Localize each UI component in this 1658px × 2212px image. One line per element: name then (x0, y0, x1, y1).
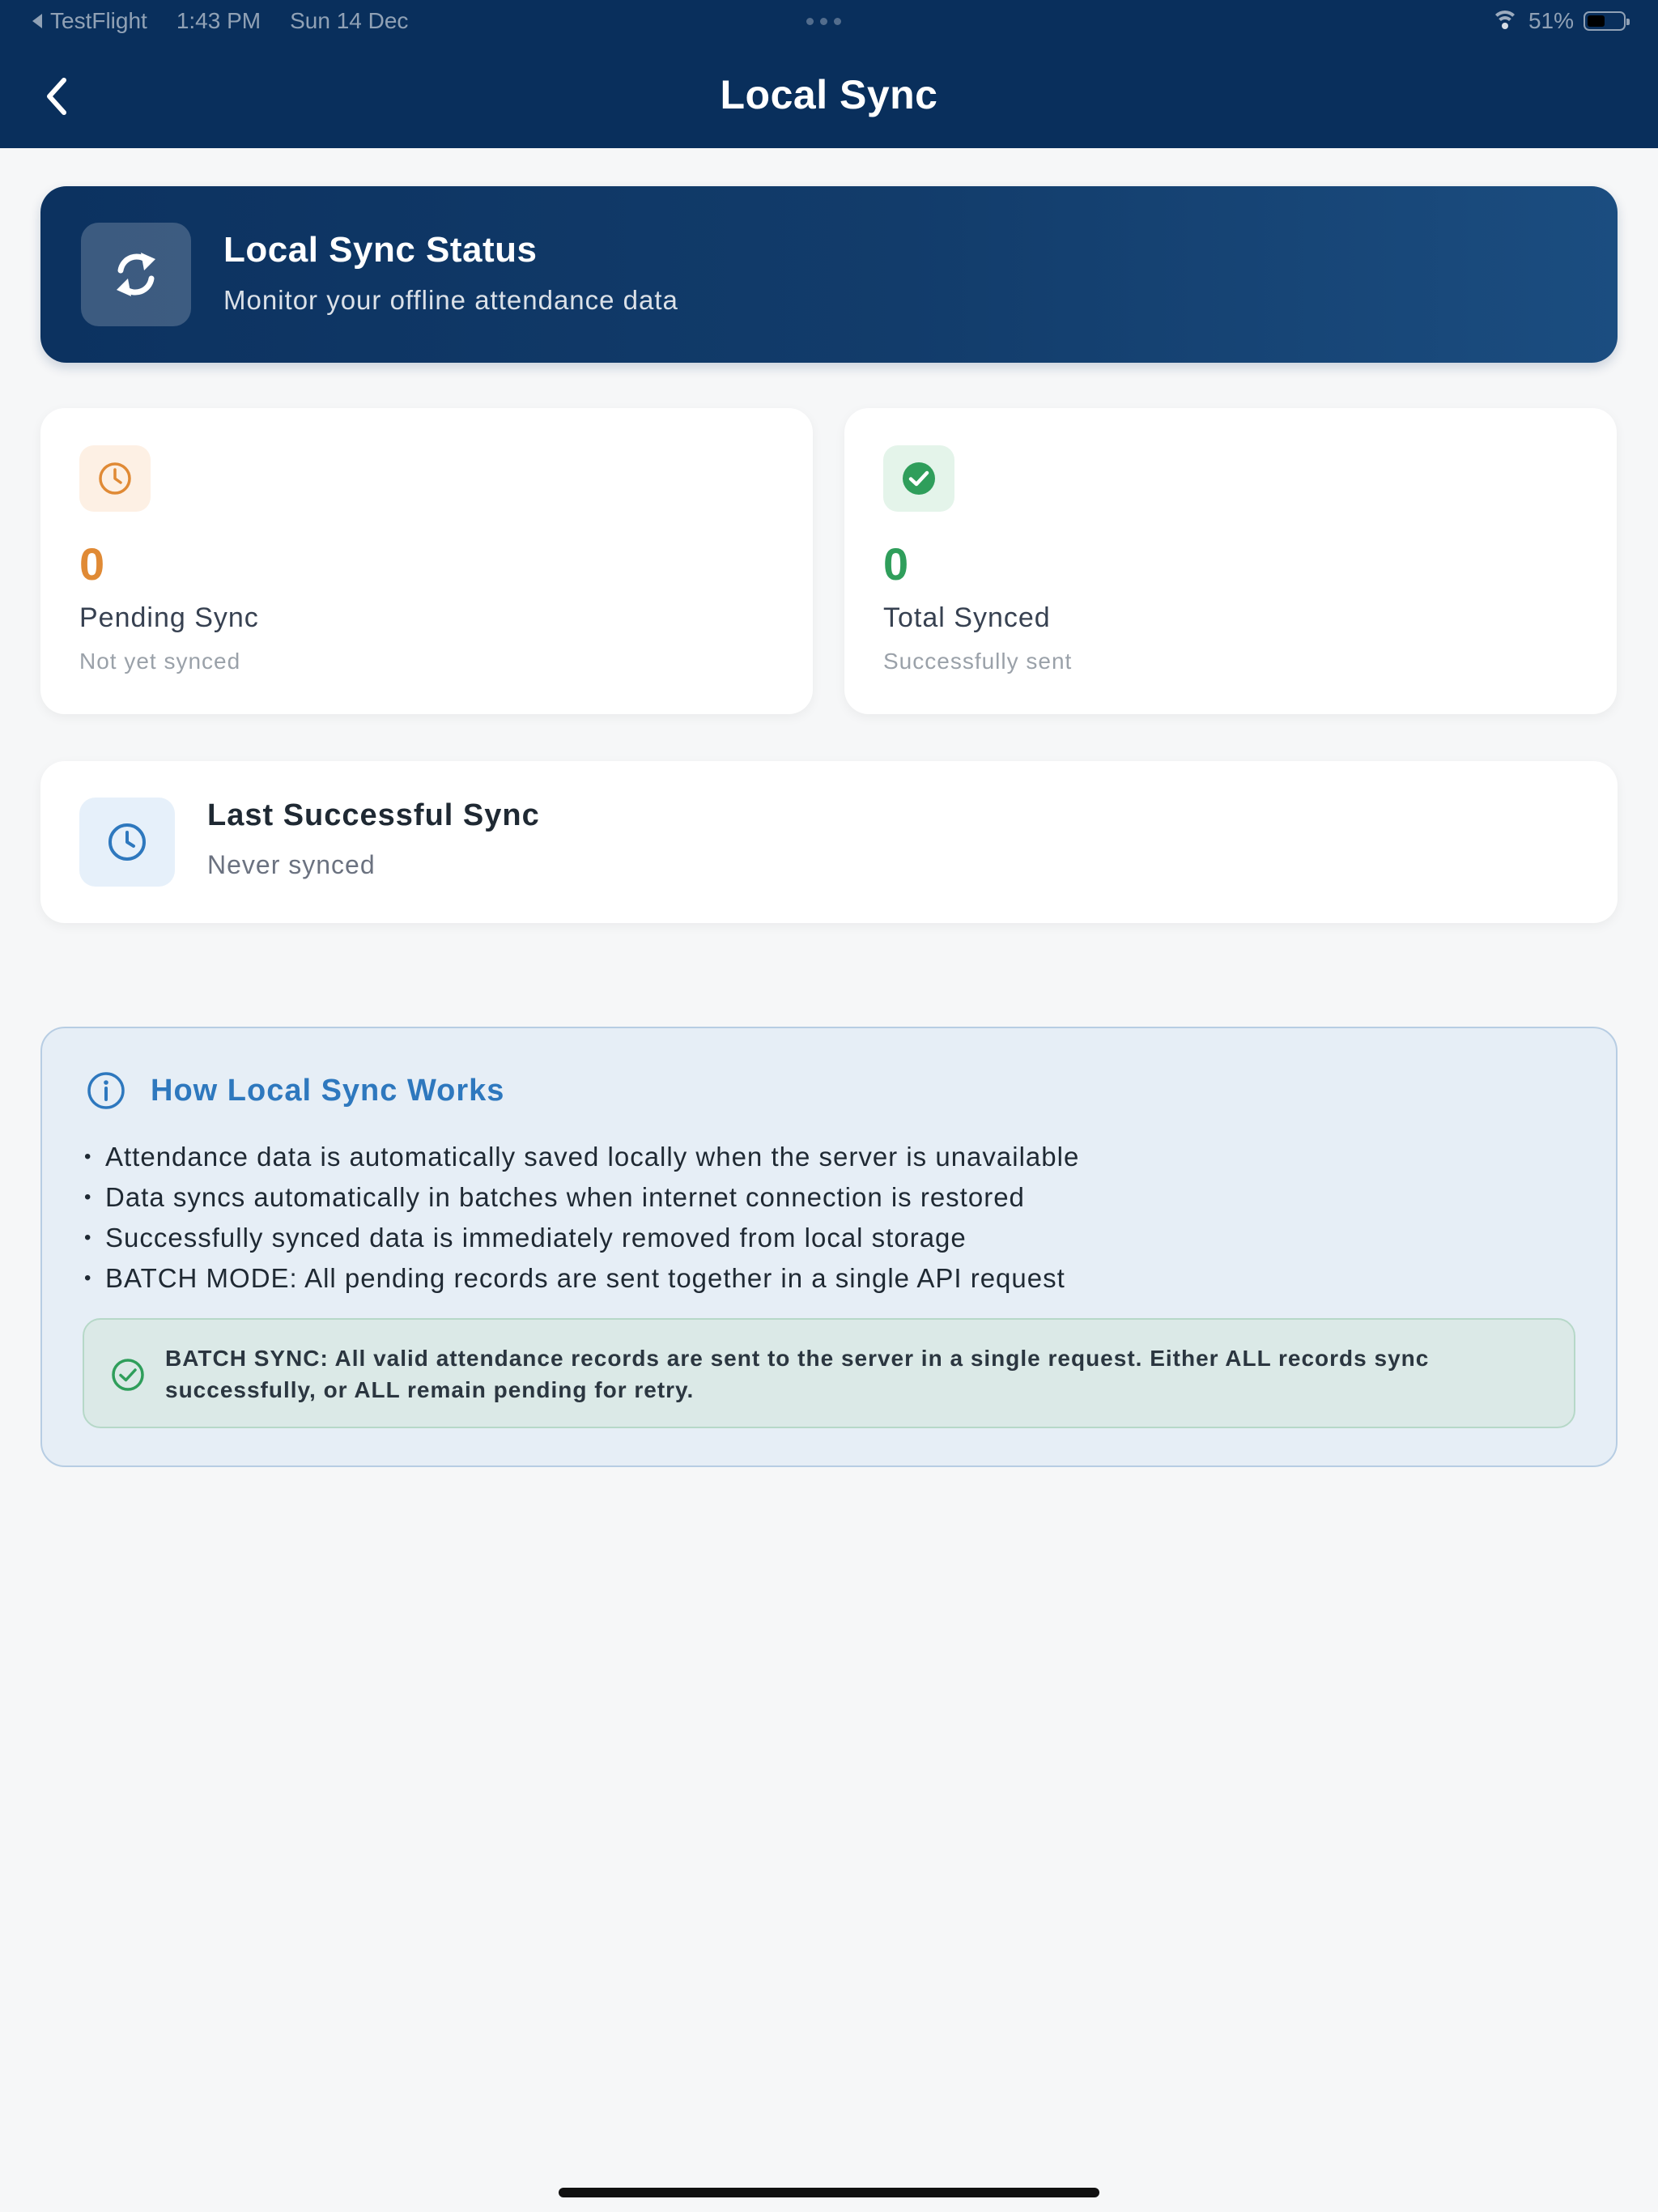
status-time: 1:43 PM (176, 8, 261, 33)
synced-count: 0 (883, 538, 909, 589)
home-indicator[interactable] (559, 2188, 1099, 2197)
how-it-works-panel (40, 1027, 1618, 1467)
pending-label: Pending Sync (79, 602, 259, 633)
last-sync-value: Never synced (207, 850, 376, 879)
pending-icon-container (79, 445, 151, 512)
check-circle-icon (900, 460, 937, 497)
sync-icon-container (81, 223, 191, 326)
info-list (84, 1137, 1079, 1299)
last-sync-icon-container (79, 798, 175, 887)
sync-icon (110, 246, 162, 303)
list-item: • Attendance data is automatically saved locally when the server is unavailable (84, 1137, 1079, 1177)
synced-label: Total Synced (883, 602, 1051, 633)
last-sync-title: Last Successful Sync (207, 798, 540, 832)
battery-percent: 51% (1528, 8, 1574, 33)
clock-icon (106, 821, 148, 863)
list-item: • Successfully synced data is immediately removed from local storage (84, 1218, 1079, 1258)
batch-sync-note-text: BATCH SYNC: All valid attendance records are sent to the server in a single request. Either ALL records sync successfully, or ALL remain pending for retry. (165, 1346, 1430, 1402)
wifi-icon (1491, 11, 1519, 32)
pending-sync-card (40, 408, 813, 714)
info-header (86, 1070, 504, 1111)
pending-count: 0 (79, 538, 105, 589)
multitasking-dots-icon[interactable] (806, 18, 841, 25)
back-to-app-icon[interactable] (32, 14, 42, 28)
clock-icon (96, 460, 134, 497)
page-title: Local Sync (720, 72, 938, 117)
banner-subtitle: Monitor your offline attendance data (223, 285, 678, 315)
last-sync-card (40, 761, 1618, 923)
pending-sublabel: Not yet synced (79, 649, 241, 674)
synced-icon-container (883, 445, 954, 512)
back-to-app-label[interactable]: TestFlight (50, 8, 147, 33)
navigation-bar (0, 0, 1658, 148)
batch-sync-note (83, 1318, 1575, 1428)
list-item: • Data syncs automatically in batches when internet connection is restored (84, 1177, 1079, 1218)
sync-status-banner (40, 186, 1618, 363)
info-title: How Local Sync Works (151, 1073, 505, 1108)
battery-icon (1584, 11, 1626, 31)
synced-sublabel: Successfully sent (883, 649, 1073, 674)
status-date: Sun 14 Dec (290, 8, 409, 33)
list-item: • BATCH MODE: All pending records are sent together in a single API request (84, 1258, 1079, 1299)
info-icon (86, 1070, 126, 1111)
check-circle-outline-icon (110, 1357, 146, 1393)
status-right (1491, 8, 1626, 34)
status-left (32, 8, 408, 34)
status-bar (0, 0, 1658, 45)
total-synced-card (844, 408, 1617, 714)
banner-title: Local Sync Status (223, 230, 538, 270)
